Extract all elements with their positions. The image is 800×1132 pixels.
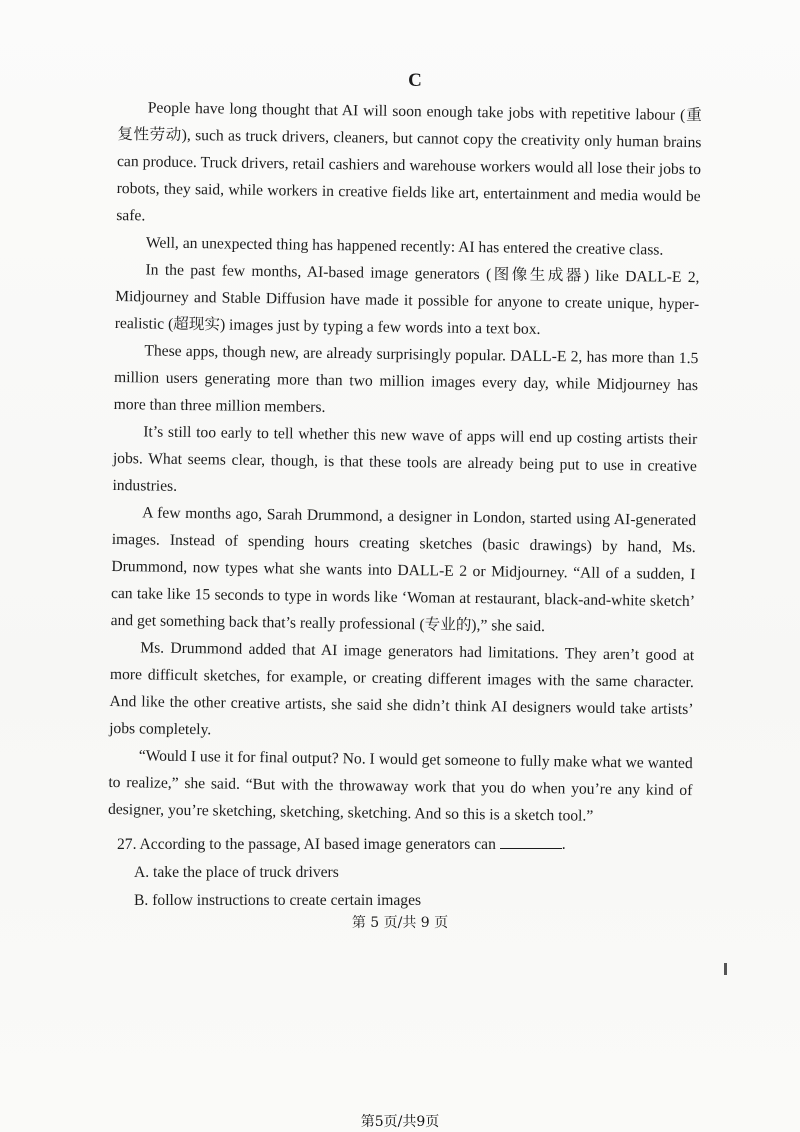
passage-paragraph-3: In the past few months, AI-based image generators (图像生成器) like DALL-E 2, Midjourney and Stable Diffusion have made it possible for anyone to create unique, hyper-realistic (超现实) images just by typing a few words into a text box.	[114, 261, 700, 338]
option-a: A. take the place of truck drivers	[134, 864, 339, 881]
scan-mark	[724, 963, 727, 975]
passage-paragraph-7: Ms. Drummond added that AI image generators had limitations. They aren’t good at more difficult sketches, for example, or creating different images with the same character. And like the other creative artists, she said she didn’t think AI designers would take artists’ jobs completely.	[109, 639, 695, 739]
question-stem	[117, 831, 707, 859]
section-heading: C	[408, 70, 422, 91]
question-stem-end: .	[561, 836, 566, 853]
reading-passage	[108, 94, 702, 831]
inner-page-number: 第 5 页/共 9 页	[351, 915, 449, 931]
answer-blank	[500, 834, 562, 849]
option-b: B. follow instructions to create certain images	[134, 892, 422, 909]
footer-page-number: 第5页/共9页	[360, 1114, 440, 1130]
passage-paragraph-6: A few months ago, Sarah Drummond, a designer in London, started using AI-generated images. Instead of spending hours creating sketches (basic drawings) by hand, Ms. Drummond, now types what she wants into DALL-E 2 or Midjourney. “All of a sudden, I can take like 15 seconds to type in words like ‘Woman at restaurant, black-and-white sketch’ and get something back that’s really professional (专业的),” she said.	[110, 504, 697, 636]
passage-paragraph-8: “Would I use it for final output? No. I would get someone to fully make what we wanted to realize,” she said. “But with the throwaway work that you do when you’re any kind of designer, you’re sketching, sketching, sketching. And so this is a sketch tool.”	[107, 747, 693, 825]
passage-paragraph-4: These apps, though new, are already surprisingly popular. DALL-E 2, has more than 1.5 million users generating more than two million images every day, while Midjourney has more than three million members.	[113, 342, 699, 416]
passage-paragraph-5: It’s still too early to tell whether this new wave of apps will end up costing artists their jobs. What seems clear, though, is that these tools are already being put to use in creative industries.	[112, 423, 698, 495]
question-27	[117, 831, 707, 915]
question-stem-text: 27. According to the passage, AI based image generators can	[117, 836, 500, 853]
passage-paragraph-1: People have long thought that AI will soon enough take jobs with repetitive labour (重复性劳动), such as truck drivers, cleaners, but cannot copy the creativity only human brains can produce. Truck drivers, retail cashiers and warehouse workers would all lose their jobs to robots, they said, while workers in creative fields like art, entertainment and media would be safe.	[116, 99, 702, 225]
passage-paragraph-2: Well, an unexpected thing has happened recently: AI has entered the creative class.	[145, 234, 664, 259]
